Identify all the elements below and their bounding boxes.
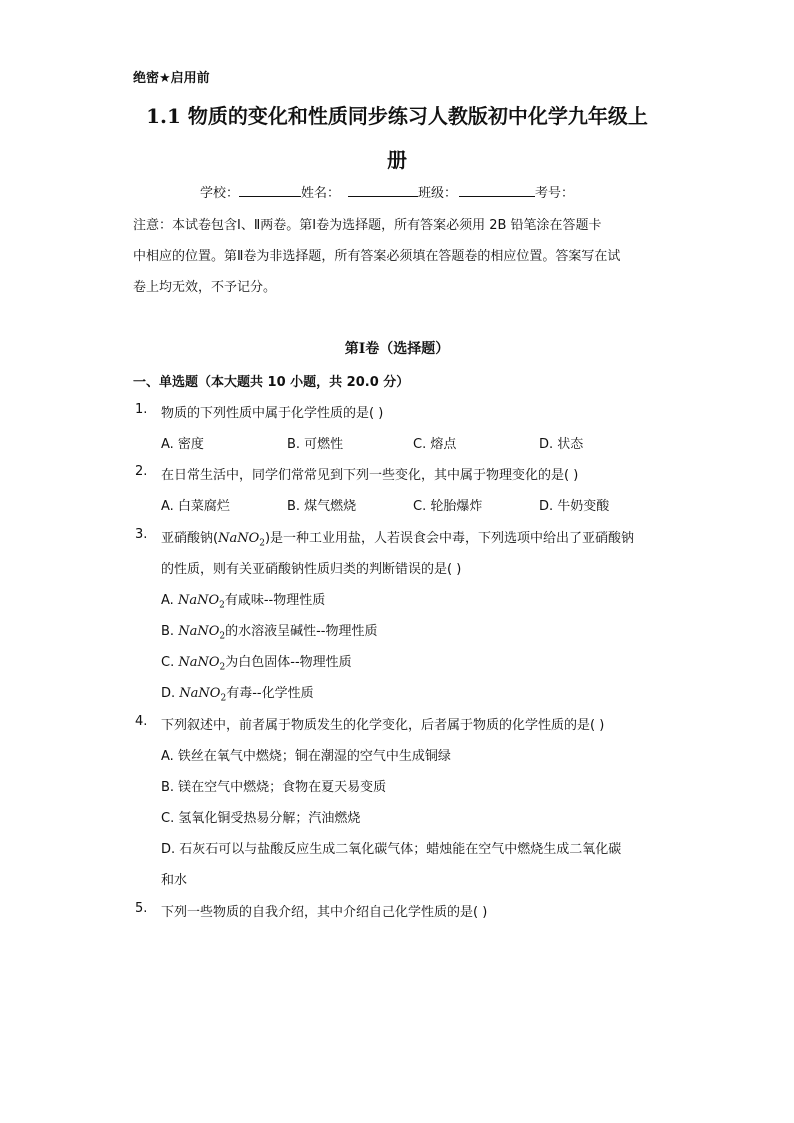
option-b xyxy=(161,620,377,642)
option-d: D. 牛奶变酸 xyxy=(539,499,610,514)
document-title-continued: 册 xyxy=(387,148,407,172)
option-d: D. 石灰石可以与盐酸反应生成二氧化碳气体；蜡烛能在空气中燃烧生成二氧化碳 xyxy=(161,842,622,857)
question-text-part: )是一种工业用盐，人若误食会中毒，下列选项中给出了亚硝酸钠 xyxy=(264,531,635,546)
notice-line-3: 卷上均无效，不予记分。 xyxy=(133,280,277,295)
formula-main: NaNO xyxy=(177,593,220,608)
question-text: 在日常生活中，同学们常常见到下列一些变化，其中属于物理变化的是( ) xyxy=(161,468,579,483)
formula-main: NaNO xyxy=(218,531,260,546)
school-blank xyxy=(239,184,301,197)
option-d xyxy=(161,682,314,704)
number-label: 考号： xyxy=(535,186,575,201)
option-prefix: D. xyxy=(161,686,180,701)
section-title: 第Ⅰ卷（选择题） xyxy=(344,341,450,357)
option-d-continued: 和水 xyxy=(161,873,188,888)
option-prefix: C. xyxy=(161,655,179,670)
question-text-line-2: 的性质，则有关亚硝酸钠性质归类的判断错误的是( ) xyxy=(161,562,462,577)
option-a: A. 密度 xyxy=(161,437,204,452)
question-group-title: 一、单选题（本大题共 10 小题，共 20.0 分） xyxy=(133,375,410,390)
formula-subscript: 2 xyxy=(219,631,226,642)
question-text: 下列叙述中，前者属于物质发生的化学变化，后者属于物质的化学性质的是( ) xyxy=(161,718,605,733)
question-text: 下列一些物质的自我介绍，其中介绍自己化学性质的是( ) xyxy=(161,905,488,920)
option-a: A. 白菜腐烂 xyxy=(161,499,230,514)
formula-subscript: 2 xyxy=(219,662,226,673)
formula-main: NaNO xyxy=(178,655,220,670)
name-blank xyxy=(348,184,418,197)
formula-subscript: 2 xyxy=(259,538,265,549)
question-number: 1. xyxy=(135,402,148,417)
notice-line-2: 中相应的位置。第Ⅱ卷为非选择题，所有答案必须填在答题卷的相应位置。答案写在试 xyxy=(133,249,621,264)
question-number: 4. xyxy=(135,714,148,729)
question-number: 5. xyxy=(135,901,148,916)
question-text xyxy=(161,527,634,549)
option-text: 有毒--化学性质 xyxy=(226,686,314,701)
option-a: A. 铁丝在氧气中燃烧；铜在潮湿的空气中生成铜绿 xyxy=(161,749,451,764)
class-blank xyxy=(459,184,535,197)
question-number: 3. xyxy=(135,527,148,542)
option-c xyxy=(161,651,352,673)
option-text: 的水溶液呈碱性--物理性质 xyxy=(225,624,378,639)
chemical-formula xyxy=(177,593,225,611)
chemical-formula xyxy=(178,655,226,673)
class-label: 班级： xyxy=(418,186,458,201)
question-text: 物质的下列性质中属于化学性质的是( ) xyxy=(161,406,384,421)
formula-main: NaNO xyxy=(178,624,220,639)
option-prefix: B. xyxy=(161,624,179,639)
option-b: B. 可燃性 xyxy=(287,437,344,452)
option-b: B. 镁在空气中燃烧；食物在夏天易变质 xyxy=(161,780,387,795)
question-text-part: 亚硝酸钠( xyxy=(161,531,219,546)
formula-subscript: 2 xyxy=(219,600,225,611)
confidential-label: 绝密★启用前 xyxy=(133,71,210,86)
option-a xyxy=(161,589,325,611)
formula-subscript: 2 xyxy=(220,693,227,704)
option-c: C. 熔点 xyxy=(413,437,457,452)
chemical-formula xyxy=(179,686,227,704)
chemical-formula xyxy=(218,531,265,549)
student-info-line xyxy=(200,182,574,201)
option-prefix: A. xyxy=(161,593,178,608)
question-number: 2. xyxy=(135,464,148,479)
option-c: C. 氢氧化铜受热易分解；汽油燃烧 xyxy=(161,811,361,826)
option-b: B. 煤气燃烧 xyxy=(287,499,357,514)
chemical-formula xyxy=(178,624,226,642)
option-d: D. 状态 xyxy=(539,437,584,452)
option-text: 为白色固体--物理性质 xyxy=(225,655,352,670)
notice-line-1: 注意：本试卷包含Ⅰ、Ⅱ两卷。第Ⅰ卷为选择题，所有答案必须用 2B 铅笔涂在答题卡 xyxy=(133,218,602,233)
option-text: 有咸味--物理性质 xyxy=(224,593,326,608)
document-title: 1.1 物质的变化和性质同步练习人教版初中化学九年级上 xyxy=(146,104,648,128)
school-label: 学校： xyxy=(200,186,240,201)
option-c: C. 轮胎爆炸 xyxy=(413,499,483,514)
formula-main: NaNO xyxy=(179,686,221,701)
name-label: 姓名： xyxy=(301,186,341,201)
